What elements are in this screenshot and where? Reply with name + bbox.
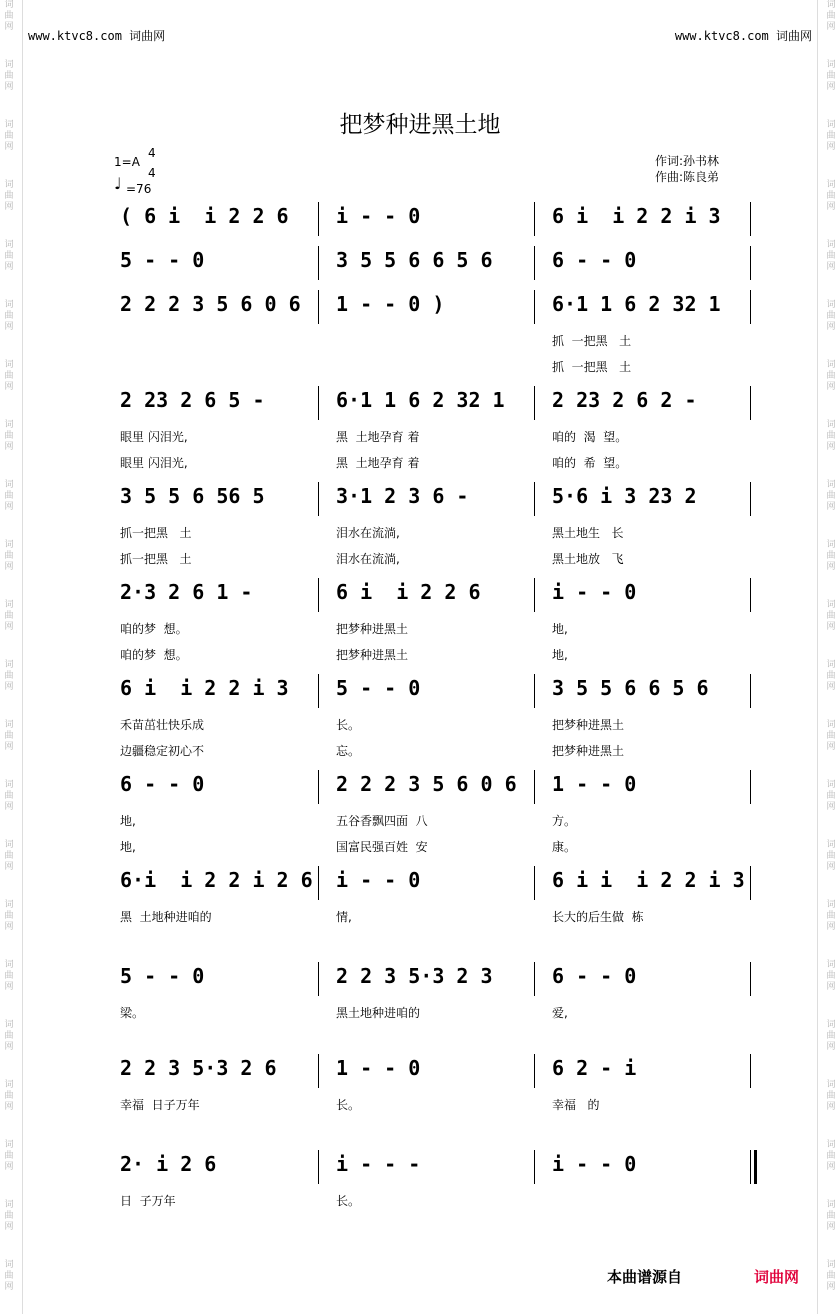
composer: 作曲:陈良弟 bbox=[655, 170, 720, 184]
watermark-text: 词 曲 网 bbox=[4, 1260, 14, 1292]
watermark-text: 词 曲 网 bbox=[4, 60, 14, 92]
watermark-text: 词 曲 网 bbox=[4, 480, 14, 512]
lyric-verse-2: 抓 一把黑 土 bbox=[552, 360, 632, 374]
lyric-verse-1: 长。 bbox=[336, 718, 361, 732]
barline bbox=[750, 482, 751, 516]
time-signature-bottom: 4 bbox=[148, 166, 156, 180]
watermark-text: 词 曲 网 bbox=[4, 360, 14, 392]
barline bbox=[750, 770, 751, 804]
watermark-text: 词 曲 网 bbox=[4, 600, 14, 632]
watermark-text: 词 曲 网 bbox=[4, 180, 14, 212]
measure-notes: i - - 0 bbox=[336, 204, 421, 228]
watermark-text: 词 曲 网 bbox=[826, 780, 836, 812]
watermark-text: 词 曲 网 bbox=[4, 1080, 14, 1112]
watermark-text: 词 曲 网 bbox=[826, 420, 836, 452]
watermark-text: 词 曲 网 bbox=[4, 120, 14, 152]
lyric-verse-1: 长。 bbox=[336, 1098, 361, 1112]
lyric-verse-2: 地, bbox=[552, 648, 568, 662]
measure-notes: 6 - - 0 bbox=[120, 772, 205, 796]
watermark-text: 词 曲 网 bbox=[4, 1200, 14, 1232]
barline bbox=[534, 246, 535, 280]
lyric-verse-1: 泪水在流淌, bbox=[336, 526, 400, 540]
lyric-verse-1: 日 子万年 bbox=[120, 1194, 176, 1208]
watermark-text: 词 曲 网 bbox=[826, 240, 836, 272]
watermark-text: 词 曲 网 bbox=[826, 960, 836, 992]
watermark-text: 词 曲 网 bbox=[826, 120, 836, 152]
measure-notes: 2 23 2 6 2 - bbox=[552, 388, 697, 412]
key-signature: 1=A bbox=[114, 155, 140, 169]
lyric-verse-2: 抓一把黑 土 bbox=[120, 552, 192, 566]
measure-notes: 6 - - 0 bbox=[552, 964, 637, 988]
watermark-text: 词 曲 网 bbox=[4, 420, 14, 452]
barline bbox=[750, 578, 751, 612]
measure-notes: 6 i i 2 2 i 3 bbox=[120, 676, 289, 700]
lyric-verse-1: 爱, bbox=[552, 1006, 568, 1020]
credits bbox=[655, 153, 719, 185]
lyric-verse-1: 黑 土地种进咱的 bbox=[120, 910, 212, 924]
lyric-verse-1: 眼里 闪泪光, bbox=[120, 430, 188, 444]
measure-notes: 2 2 3 5·3 2 3 bbox=[336, 964, 493, 988]
song-title: 把梦种进黑土地 bbox=[339, 112, 501, 138]
lyric-verse-1: 咱的梦 想。 bbox=[120, 622, 188, 636]
measure-notes: 2 2 3 5·3 2 6 bbox=[120, 1056, 277, 1080]
measure-notes: 6 2 - i bbox=[552, 1056, 637, 1080]
watermark-text: 词 曲 网 bbox=[826, 660, 836, 692]
lyric-verse-1: 黑土地种进咱的 bbox=[336, 1006, 421, 1020]
watermark-text: 词 曲 网 bbox=[826, 300, 836, 332]
lyric-verse-1: 禾苗茁壮快乐成 bbox=[120, 718, 205, 732]
measure-notes: 6·i i 2 2 i 2 6 bbox=[120, 868, 313, 892]
barline bbox=[318, 482, 319, 516]
barline bbox=[318, 962, 319, 996]
lyric-verse-1: 地, bbox=[120, 814, 136, 828]
measure-notes: 5·6 i 3 23 2 bbox=[552, 484, 697, 508]
lyric-verse-2: 康。 bbox=[552, 840, 577, 854]
lyric-verse-1: 咱的 渴 望。 bbox=[552, 430, 628, 444]
barline bbox=[534, 578, 535, 612]
watermark-text: 词 曲 网 bbox=[4, 780, 14, 812]
tempo-marking: =76 bbox=[126, 182, 152, 196]
barline bbox=[534, 386, 535, 420]
lyric-verse-2: 把梦种进黑土 bbox=[552, 744, 625, 758]
watermark-text: 词 曲 网 bbox=[4, 540, 14, 572]
watermark-text: 词 曲 网 bbox=[826, 1140, 836, 1172]
measure-notes: ( 6 i i 2 2 6 bbox=[120, 204, 289, 228]
measure-notes: i - - 0 bbox=[552, 580, 637, 604]
measure-notes: 2 23 2 6 5 - bbox=[120, 388, 265, 412]
final-barline bbox=[750, 1150, 756, 1184]
watermark-text: 词 曲 网 bbox=[826, 480, 836, 512]
barline bbox=[534, 1054, 535, 1088]
measure-notes: 6 i i i 2 2 i 3 bbox=[552, 868, 745, 892]
measure-notes: 3 5 5 6 6 5 6 bbox=[552, 676, 709, 700]
measure-notes: 2·3 2 6 1 - bbox=[120, 580, 253, 604]
barline bbox=[750, 962, 751, 996]
lyric-verse-1: 黑 土地孕育 着 bbox=[336, 430, 420, 444]
lyric-verse-1: 黑土地生 长 bbox=[552, 526, 624, 540]
watermark-text: 词 曲 网 bbox=[4, 960, 14, 992]
watermark-text: 词 曲 网 bbox=[826, 1080, 836, 1112]
watermark-text: 词 曲 网 bbox=[826, 840, 836, 872]
barline bbox=[534, 770, 535, 804]
watermark-text: 词 曲 网 bbox=[826, 60, 836, 92]
watermark-text: 词 曲 网 bbox=[826, 720, 836, 752]
watermark-text: 词 曲 网 bbox=[4, 900, 14, 932]
barline bbox=[318, 674, 319, 708]
watermark-text: 词 曲 网 bbox=[4, 1140, 14, 1172]
measure-notes: i - - - bbox=[336, 1152, 421, 1176]
measure-notes: 6·1 1 6 2 32 1 bbox=[552, 292, 721, 316]
barline bbox=[318, 866, 319, 900]
lyric-verse-1: 地, bbox=[552, 622, 568, 636]
lyric-verse-1: 五谷香飘四面 八 bbox=[336, 814, 428, 828]
watermark-text: 词 曲 网 bbox=[826, 180, 836, 212]
lyric-verse-1: 把梦种进黑土 bbox=[336, 622, 409, 636]
lyric-verse-2: 泪水在流淌, bbox=[336, 552, 400, 566]
lyric-verse-1: 抓 一把黑 土 bbox=[552, 334, 632, 348]
watermark-text: 词 曲 网 bbox=[4, 0, 14, 32]
watermark-text: 词 曲 网 bbox=[826, 1260, 836, 1292]
barline bbox=[750, 866, 751, 900]
watermark-text: 词 曲 网 bbox=[826, 900, 836, 932]
measure-notes: 6 - - 0 bbox=[552, 248, 637, 272]
measure-notes: i - - 0 bbox=[552, 1152, 637, 1176]
barline bbox=[750, 386, 751, 420]
measure-notes: 3·1 2 3 6 - bbox=[336, 484, 469, 508]
measure-notes: 3 5 5 6 6 5 6 bbox=[336, 248, 493, 272]
barline bbox=[318, 1054, 319, 1088]
barline bbox=[534, 866, 535, 900]
watermark-text: 词 曲 网 bbox=[4, 1020, 14, 1052]
watermark-text: 词 曲 网 bbox=[4, 240, 14, 272]
lyric-verse-2: 黑 土地孕育 着 bbox=[336, 456, 420, 470]
barline bbox=[750, 246, 751, 280]
measure-notes: 6 i i 2 2 i 3 bbox=[552, 204, 721, 228]
measure-notes: 1 - - 0 bbox=[336, 1056, 421, 1080]
watermark-text: 词 曲 网 bbox=[826, 1020, 836, 1052]
lyric-verse-1: 方。 bbox=[552, 814, 577, 828]
lyric-verse-1: 抓一把黑 土 bbox=[120, 526, 192, 540]
lyric-verse-1: 长大的后生做 栋 bbox=[552, 910, 644, 924]
barline bbox=[318, 578, 319, 612]
measure-notes: i - - 0 bbox=[336, 868, 421, 892]
watermark-text: 词 曲 网 bbox=[826, 540, 836, 572]
lyric-verse-2: 地, bbox=[120, 840, 136, 854]
barline bbox=[750, 202, 751, 236]
lyric-verse-2: 咱的 希 望。 bbox=[552, 456, 628, 470]
lyric-verse-1: 幸福 日子万年 bbox=[120, 1098, 200, 1112]
watermark-text: 词 曲 网 bbox=[4, 720, 14, 752]
measure-notes: 6·1 1 6 2 32 1 bbox=[336, 388, 505, 412]
measure-notes: 5 - - 0 bbox=[120, 964, 205, 988]
measure-notes: 1 - - 0 ) bbox=[336, 292, 445, 316]
barline bbox=[318, 246, 319, 280]
measure-notes: 2 2 2 3 5 6 0 6 bbox=[120, 292, 301, 316]
measure-notes: 2· i 2 6 bbox=[120, 1152, 217, 1176]
lyric-verse-2: 咱的梦 想。 bbox=[120, 648, 188, 662]
site-header-right[interactable]: www.ktvc8.com 词曲网 bbox=[674, 29, 812, 43]
barline bbox=[750, 674, 751, 708]
left-watermark-strip bbox=[0, 0, 18, 1314]
footer-brand[interactable]: 词曲网 bbox=[754, 1268, 800, 1286]
watermark-text: 词 曲 网 bbox=[4, 660, 14, 692]
measure-notes: 5 - - 0 bbox=[120, 248, 205, 272]
barline bbox=[318, 202, 319, 236]
lyric-verse-2: 国富民强百姓 安 bbox=[336, 840, 428, 854]
lyric-verse-2: 把梦种进黑土 bbox=[336, 648, 409, 662]
barline bbox=[534, 290, 535, 324]
lyric-verse-1: 情, bbox=[336, 910, 352, 924]
barline bbox=[534, 482, 535, 516]
barline bbox=[318, 386, 319, 420]
watermark-text: 词 曲 网 bbox=[826, 600, 836, 632]
lyric-verse-1: 把梦种进黑土 bbox=[552, 718, 625, 732]
watermark-text: 词 曲 网 bbox=[826, 360, 836, 392]
lyric-verse-2: 黑土地放 飞 bbox=[552, 552, 624, 566]
barline bbox=[534, 1150, 535, 1184]
site-header-left[interactable]: www.ktvc8.com 词曲网 bbox=[28, 29, 166, 43]
barline bbox=[534, 202, 535, 236]
lyric-verse-2: 忘。 bbox=[336, 744, 361, 758]
measure-notes: 6 i i 2 2 6 bbox=[336, 580, 481, 604]
barline bbox=[534, 674, 535, 708]
barline bbox=[318, 290, 319, 324]
lyric-verse-1: 梁。 bbox=[120, 1006, 145, 1020]
right-watermark-strip bbox=[822, 0, 840, 1314]
quarter-note-icon: ♩ bbox=[114, 174, 122, 193]
measure-notes: 2 2 2 3 5 6 0 6 bbox=[336, 772, 517, 796]
barline bbox=[534, 962, 535, 996]
time-signature-top: 4 bbox=[148, 146, 156, 160]
footer-source: 本曲谱源自 bbox=[607, 1268, 683, 1286]
measure-notes: 1 - - 0 bbox=[552, 772, 637, 796]
lyric-verse-2: 边疆稳定初心不 bbox=[120, 744, 205, 758]
barline bbox=[318, 1150, 319, 1184]
barline bbox=[318, 770, 319, 804]
measure-notes: 5 - - 0 bbox=[336, 676, 421, 700]
barline bbox=[750, 1054, 751, 1088]
lyric-verse-1: 幸福 的 bbox=[552, 1098, 600, 1112]
barline bbox=[750, 290, 751, 324]
watermark-text: 词 曲 网 bbox=[4, 300, 14, 332]
watermark-text: 词 曲 网 bbox=[4, 840, 14, 872]
lyricist: 作词:孙书林 bbox=[655, 154, 720, 168]
measure-notes: 3 5 5 6 56 5 bbox=[120, 484, 265, 508]
lyric-verse-1: 长。 bbox=[336, 1194, 361, 1208]
watermark-text: 词 曲 网 bbox=[826, 0, 836, 32]
watermark-text: 词 曲 网 bbox=[826, 1200, 836, 1232]
lyric-verse-2: 眼里 闪泪光, bbox=[120, 456, 188, 470]
